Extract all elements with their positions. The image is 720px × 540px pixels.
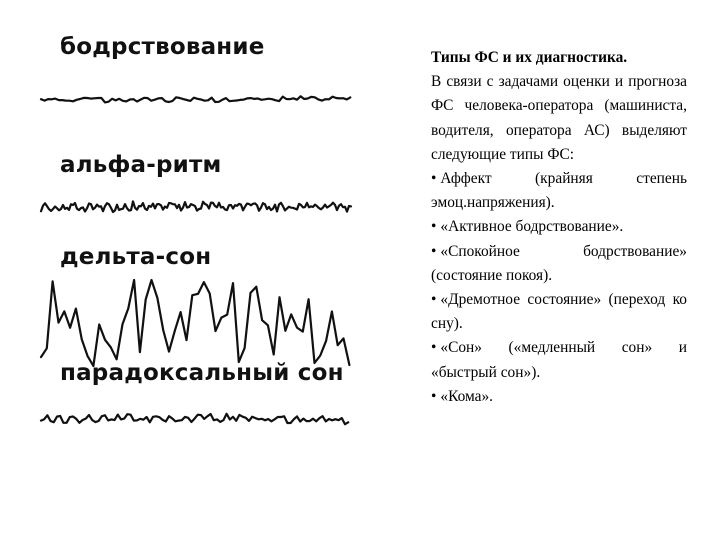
list-item: [431, 336, 687, 384]
eeg-label-paradoxical-sleep: парадоксальный сон: [60, 360, 344, 386]
list-item: [431, 385, 687, 409]
fs-types-list: [431, 167, 687, 409]
list-item-text: «Дремотное состояние» (переход ко сну).: [431, 291, 687, 333]
list-item-text: «Кома».: [440, 387, 493, 405]
eeg-label-alpha-rhythm: альфа-ритм: [60, 152, 222, 178]
list-item-text: «Сон» («медленный сон» и «быстрый сон»).: [431, 339, 687, 381]
list-item-text: «Активное бодрствование».: [440, 218, 624, 236]
eeg-trace-wakefulness: [41, 86, 351, 116]
eeg-trace-delta-sleep: [41, 278, 351, 368]
bullet-icon: •: [431, 339, 437, 357]
bullet-icon: •: [431, 218, 437, 236]
list-item: [431, 167, 687, 215]
text-title: Типы ФС и их диагностика.: [431, 49, 628, 66]
eeg-label-wakefulness: бодрствование: [60, 34, 265, 60]
eeg-label-delta-sleep: дельта-сон: [60, 244, 212, 270]
bullet-icon: •: [431, 387, 437, 405]
text-intro: В связи с задачами оценки и прогноза ФС человека-оператора (машиниста, водителя, оператора АС) выделяют следующие типы ФС:: [431, 73, 687, 163]
list-item: [431, 240, 687, 288]
eeg-trace-paradoxical-sleep: [41, 402, 351, 436]
bullet-icon: •: [431, 242, 437, 260]
list-item-text: Аффект (крайняя степень эмоц.напряжения).: [431, 170, 687, 212]
bullet-icon: •: [431, 170, 437, 188]
bullet-icon: •: [431, 291, 437, 309]
eeg-trace-alpha-rhythm: [41, 192, 351, 222]
list-item: [431, 215, 687, 239]
list-item-text: «Спокойное бодрствование» (состояние покоя).: [431, 242, 687, 284]
text-panel: [431, 46, 687, 409]
eeg-figure: [35, 22, 370, 452]
list-item: [431, 288, 687, 336]
